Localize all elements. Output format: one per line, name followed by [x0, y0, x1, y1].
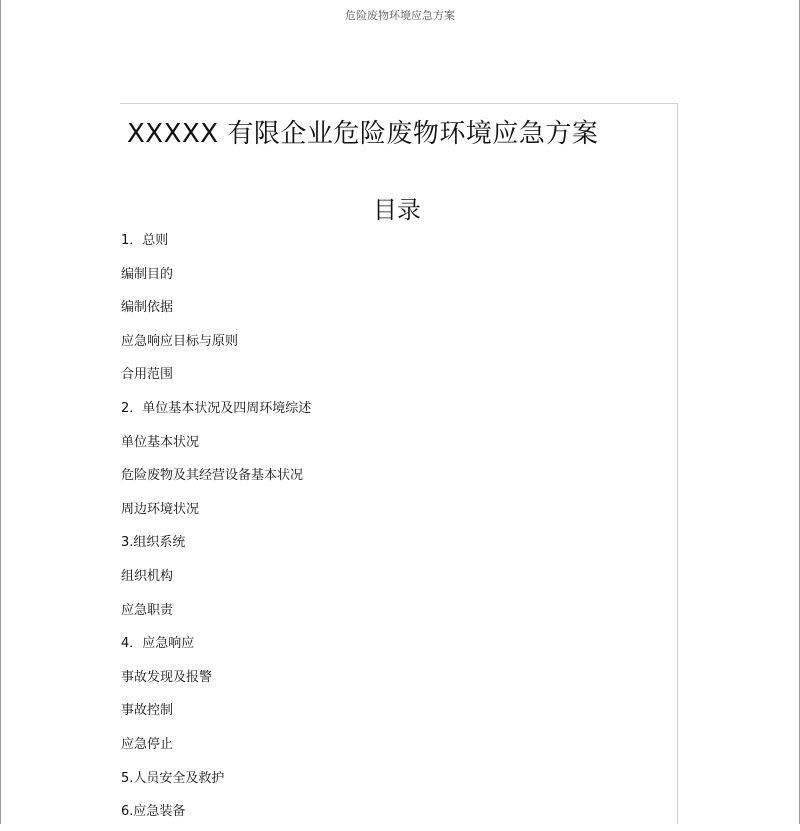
toc-heading: 目录	[373, 196, 421, 224]
page-edge-left	[0, 0, 1, 824]
toc-item: 编制依据	[121, 300, 174, 316]
toc-item: 应急职责	[121, 602, 174, 618]
toc-item: 事故控制	[121, 703, 174, 719]
toc-item: 合用范围	[121, 367, 174, 383]
running-header: 危险废物环境应急方案	[345, 9, 455, 22]
toc-item: 6.应急装备	[121, 804, 186, 820]
toc-item: 应急响应目标与原则	[121, 333, 239, 349]
toc-item: 应急停止	[121, 736, 174, 752]
toc-item: 单位基本状况	[121, 434, 200, 450]
toc-item: 周边环境状况	[121, 501, 200, 517]
toc-item: 5.人员安全及救护	[121, 770, 225, 786]
toc-item: 4．应急响应	[121, 636, 195, 652]
toc-item: 编制目的	[121, 266, 174, 282]
toc-item: 危险废物及其经营设备基本状况	[121, 468, 304, 484]
toc-list	[121, 226, 311, 831]
toc-item: 2．单位基本状况及四周环境综述	[121, 400, 312, 416]
toc-item: 事故发现及报警	[121, 669, 213, 685]
toc-item: 组织机构	[121, 568, 174, 584]
toc-item: 3.组织系统	[121, 535, 186, 551]
crop-mark-top	[120, 103, 678, 104]
toc-item: 1．总则	[121, 233, 169, 248]
document-title: XXXXX 有限企业危险废物环境应急方案	[127, 119, 599, 149]
